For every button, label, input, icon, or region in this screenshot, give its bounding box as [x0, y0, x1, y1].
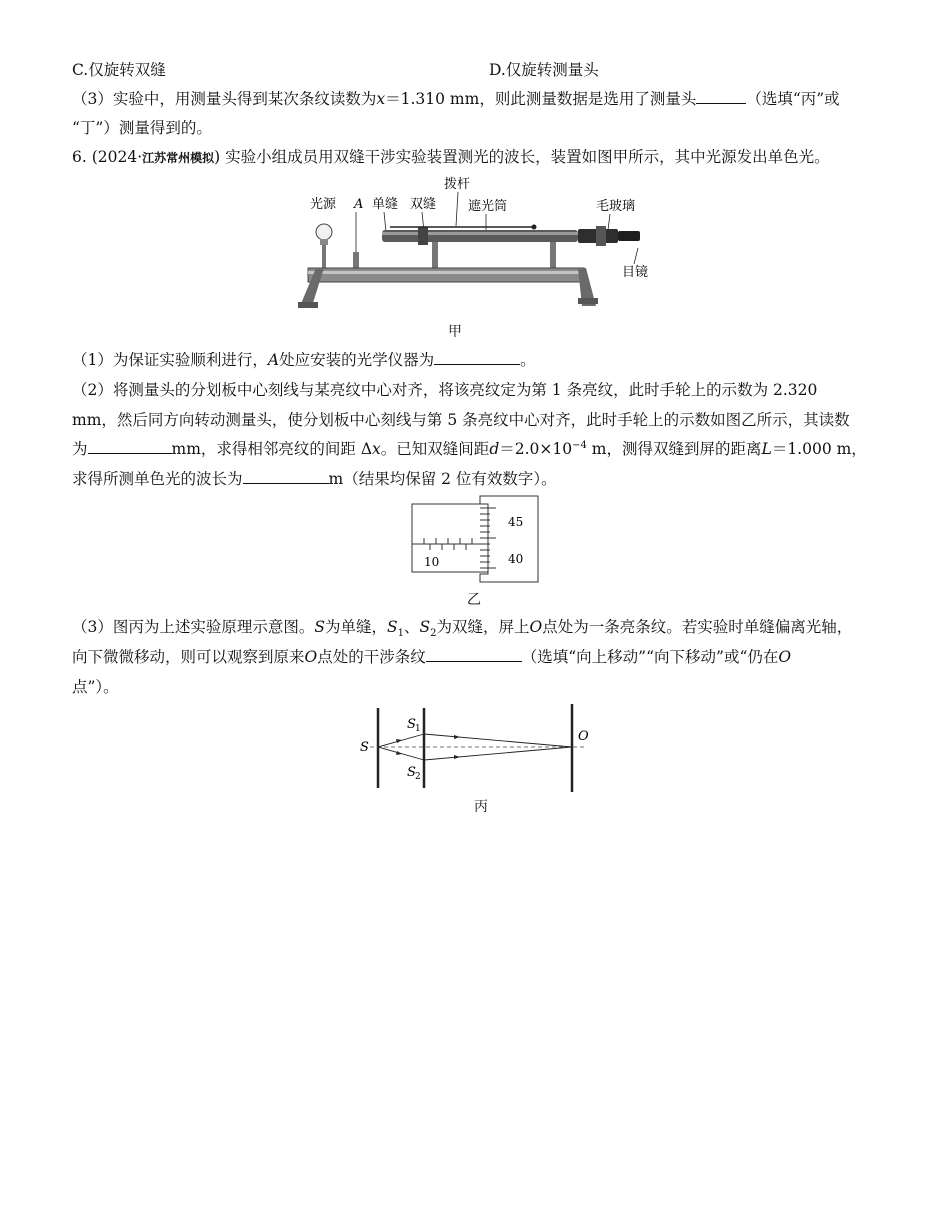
choice-c: C.仅旋转双缝	[72, 61, 166, 79]
question-6-1: （1）为保证实验顺利进行，A处应安装的光学仪器为 。	[72, 351, 536, 369]
question-6-2-line-4: 求得所测单色光的波长为 m（结果均保留 2 位有效数字）。	[72, 470, 557, 488]
double-slit-diagram	[356, 700, 596, 796]
question-6-2-line-3: 为 mm，求得相邻亮纹的间距 Δx。已知双缝间距$d=2.0\times 10^{-4}$ m，测得双缝到屏的距离L＝1.000 m，	[72, 439, 867, 458]
answer-blank[interactable]	[88, 439, 172, 454]
micrometer-figure	[410, 494, 542, 584]
label-o: O	[578, 729, 589, 744]
label-s2: S	[407, 765, 416, 780]
label-s: S	[360, 740, 369, 755]
label-double-slit: 双缝	[410, 197, 437, 212]
label-s1: S	[407, 717, 416, 732]
apparatus-figure	[296, 172, 656, 314]
label-s1-sub: 1	[415, 724, 421, 734]
thimble-label-top: 45	[508, 515, 524, 529]
label-frosted-glass: 毛玻璃	[596, 199, 636, 214]
answer-blank[interactable]	[243, 469, 329, 484]
question-5-3-line-1: （3）实验中，用测量头得到某次条纹读数为x＝1.310 mm，则此测量数据是选用了测量头 （选填“丙”或	[72, 90, 840, 108]
source-tag: 江苏常州模拟	[142, 151, 215, 165]
question-6-stem: 6. (2024·江苏常州模拟) 实验小组成员用双缝干涉实验装置测光的波长，装置如图甲所示，其中光源发出单色光。	[72, 148, 830, 166]
label-tube: 遮光筒	[468, 199, 508, 214]
caption-bing: 丙	[474, 799, 488, 815]
answer-blank[interactable]	[434, 350, 520, 365]
question-6-2-line-1: （2）将测量头的分划板中心刻线与某亮纹中心对齐，将该亮纹定为第 1 条亮纹，此时手轮上的示数为 2.320	[72, 381, 818, 399]
caption-jia: 甲	[448, 324, 462, 340]
question-6-3-line-3: 点”）。	[72, 678, 119, 696]
question-6-2-line-2: mm，然后同方向转动测量头，使分划板中心刻线与第 5 条亮纹中心对齐，此时手轮上的示数如图乙所示，其读数	[72, 411, 850, 429]
thimble-label-bottom: 40	[508, 552, 524, 566]
caption-yi: 乙	[467, 592, 481, 608]
label-a: A	[354, 197, 364, 212]
answer-blank[interactable]	[696, 89, 746, 104]
label-s2-sub: 2	[415, 772, 421, 782]
question-6-3-line-1: （3）图丙为上述实验原理示意图。S为单缝，$S_1$、$S_2$为双缝，屏上O点处为一条亮条纹。若实验时单缝偏离光轴，	[72, 618, 853, 640]
question-6-3-line-2: 向下微微移动，则可以观察到原来O点处的干涉条纹 （选填“向上移动”“向下移动”或“仍在O	[72, 648, 792, 666]
main-scale-label: 10	[424, 555, 440, 569]
label-light-source: 光源	[310, 197, 337, 212]
answer-blank[interactable]	[426, 647, 522, 662]
label-eyepiece: 目镜	[622, 265, 649, 280]
label-rod: 拨杆	[444, 177, 471, 192]
choice-d: D.仅旋转测量头	[489, 61, 599, 79]
question-5-3-line-2: “丁”）测量得到的。	[72, 119, 212, 137]
label-single-slit: 单缝	[372, 197, 399, 212]
